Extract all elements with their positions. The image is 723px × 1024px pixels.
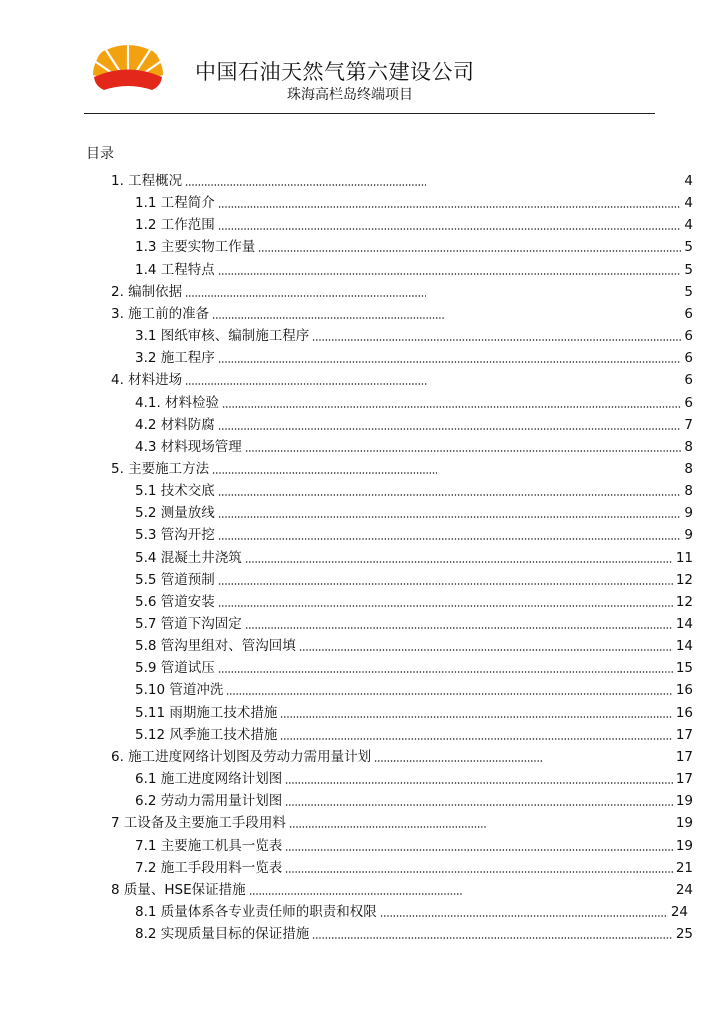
toc-entry[interactable] <box>135 416 693 434</box>
toc-leader-dots <box>245 627 673 629</box>
toc-entry-page: 21 <box>675 860 693 876</box>
toc-entry-page: 5 <box>684 262 693 278</box>
toc-entry-label: 5.2 测量放线 <box>135 505 215 521</box>
toc-entry-page: 12 <box>675 572 693 588</box>
toc-entry[interactable] <box>135 770 693 788</box>
toc-entry-page: 25 <box>675 926 693 942</box>
toc-leader-dots <box>218 206 682 208</box>
toc-entry-label: 5.10 管道冲洗 <box>135 682 224 698</box>
toc-entry-page: 8 <box>684 439 693 455</box>
toc-entry-page: 6 <box>684 372 693 388</box>
toc-entry[interactable] <box>135 438 693 456</box>
toc-entry[interactable] <box>135 349 693 367</box>
toc-entry-page: 19 <box>675 838 693 854</box>
company-name: 中国石油天然气第六建设公司 <box>195 60 475 84</box>
toc-leader-dots <box>185 383 428 385</box>
toc-leader-dots <box>312 937 673 939</box>
toc-entry-page: 16 <box>675 682 693 698</box>
toc-entry[interactable] <box>111 371 693 389</box>
toc-leader-dots <box>285 849 673 851</box>
toc-entry-label: 8.1 质量体系各专业责任师的职责和权限 <box>135 904 377 920</box>
toc-leader-dots <box>218 605 673 607</box>
toc-leader-dots <box>289 826 487 828</box>
toc-entry-page: 5 <box>684 284 693 300</box>
toc-entry-page: 17 <box>675 727 693 743</box>
toc-entry[interactable] <box>135 925 693 943</box>
toc-entry-label: 4.1. 材料检验 <box>135 395 220 411</box>
toc-entry-page: 5 <box>684 239 693 255</box>
toc-entry-page: 4 <box>684 217 693 233</box>
toc-entry[interactable] <box>135 482 693 500</box>
toc-entry-label: 6. 施工进度网络计划图及劳动力需用量计划 <box>111 749 372 765</box>
toc-entry-label: 6.2 劳动力需用量计划图 <box>135 793 283 809</box>
toc-entry-page: 4 <box>684 173 693 189</box>
toc-entry-page: 4 <box>684 195 693 211</box>
toc-leader-dots <box>249 893 463 895</box>
toc-entry[interactable] <box>135 659 693 677</box>
toc-entry[interactable] <box>135 504 693 522</box>
toc-entry-page: 17 <box>675 771 693 787</box>
toc-leader-dots <box>218 538 682 540</box>
toc-entry-label: 5.1 技术交底 <box>135 483 215 499</box>
toc-entry-page: 7 <box>684 417 693 433</box>
toc-entry-label: 3. 施工前的准备 <box>111 306 210 322</box>
toc-entry[interactable] <box>111 172 693 190</box>
toc-leader-dots <box>212 472 437 474</box>
toc-entry[interactable] <box>135 394 693 412</box>
toc-entry-label: 5.9 管道试压 <box>135 660 215 676</box>
toc-title: 目录 <box>86 146 114 162</box>
toc-leader-dots <box>285 804 673 806</box>
toc-entry-label: 5.12 风季施工技术措施 <box>135 727 278 743</box>
toc-entry-page: 19 <box>675 815 693 831</box>
toc-entry[interactable] <box>135 327 693 345</box>
toc-entry-label: 5.8 管沟里组对、管沟回填 <box>135 638 296 654</box>
toc-entry-page: 6 <box>684 395 693 411</box>
toc-entry-label: 7.1 主要施工机具一览表 <box>135 838 283 854</box>
toc-leader-dots <box>312 339 681 341</box>
toc-entry-page: 6 <box>684 306 693 322</box>
toc-leader-dots <box>218 516 682 518</box>
toc-entry-label: 1.2 工作范围 <box>135 217 215 233</box>
toc-leader-dots <box>245 561 673 563</box>
toc-leader-dots <box>258 250 681 252</box>
toc-entry-page: 9 <box>684 527 693 543</box>
toc-entry-label: 5.4 混凝土井浇筑 <box>135 550 242 566</box>
toc-entry-label: 5.3 管沟开挖 <box>135 527 215 543</box>
toc-entry-label: 1.4 工程特点 <box>135 262 215 278</box>
toc-entry-page: 14 <box>675 638 693 654</box>
toc-entry[interactable] <box>135 593 693 611</box>
toc-entry[interactable] <box>135 704 693 722</box>
toc-leader-dots <box>218 273 682 275</box>
toc-entry-page: 6 <box>684 328 693 344</box>
toc-entry-page: 6 <box>684 350 693 366</box>
toc-entry-label: 7 工设备及主要施工手段用料 <box>111 815 286 831</box>
toc-entry[interactable] <box>111 283 693 301</box>
toc-entry-label: 1.1 工程简介 <box>135 195 215 211</box>
toc-entry[interactable] <box>111 305 693 323</box>
toc-leader-dots <box>185 295 426 297</box>
toc-leader-dots <box>280 716 672 718</box>
toc-entry[interactable] <box>111 881 693 899</box>
toc-entry[interactable] <box>135 726 693 744</box>
toc-entry[interactable] <box>111 814 693 832</box>
toc-entry-page: 15 <box>675 660 693 676</box>
project-name: 珠海高栏岛终端项目 <box>287 87 413 103</box>
toc-leader-dots <box>226 693 672 695</box>
toc-entry[interactable] <box>135 792 693 810</box>
toc-entry[interactable] <box>135 859 693 877</box>
toc-leader-dots <box>212 317 444 319</box>
toc-entry[interactable] <box>135 837 693 855</box>
toc-entry-page: 14 <box>675 616 693 632</box>
toc-entry-label: 2. 编制依据 <box>111 284 183 300</box>
toc-leader-dots <box>374 760 542 762</box>
toc-entry-label: 5.7 管道下沟固定 <box>135 616 242 632</box>
toc-entry-label: 8 质量、HSE保证措施 <box>111 882 246 898</box>
toc-entry[interactable] <box>135 194 693 212</box>
toc-entry-label: 5. 主要施工方法 <box>111 461 210 477</box>
toc-entry-label: 5.6 管道安装 <box>135 594 215 610</box>
toc-leader-dots <box>222 406 681 408</box>
toc-entry-page: 24 <box>670 904 688 920</box>
toc-leader-dots <box>380 915 668 917</box>
toc-leader-dots <box>218 583 673 585</box>
toc-entry[interactable] <box>135 903 688 921</box>
toc-leader-dots <box>245 450 682 452</box>
toc-entry-label: 6.1 施工进度网络计划图 <box>135 771 283 787</box>
toc-entry-page: 8 <box>684 483 693 499</box>
toc-leader-dots <box>299 649 673 651</box>
toc-entry-page: 17 <box>675 749 693 765</box>
toc-leader-dots <box>218 361 682 363</box>
toc-entry-label: 5.11 雨期施工技术措施 <box>135 705 278 721</box>
toc-entry[interactable] <box>135 526 693 544</box>
toc-entry-page: 24 <box>675 882 693 898</box>
toc-entry-page: 19 <box>675 793 693 809</box>
toc-entry-page: 9 <box>684 505 693 521</box>
toc-leader-dots <box>285 871 673 873</box>
toc-entry-label: 1.3 主要实物工作量 <box>135 239 256 255</box>
toc-entry-label: 3.2 施工程序 <box>135 350 215 366</box>
toc-entry[interactable] <box>111 748 693 766</box>
toc-leader-dots <box>218 494 682 496</box>
toc-entry[interactable] <box>135 549 693 567</box>
toc-leader-dots <box>218 428 682 430</box>
toc-entry[interactable] <box>135 615 693 633</box>
toc-entry[interactable] <box>135 238 693 256</box>
toc-leader-dots <box>218 671 673 673</box>
toc-entry[interactable] <box>111 460 693 478</box>
toc-entry-label: 7.2 施工手段用料一览表 <box>135 860 283 876</box>
toc-entry-label: 3.1 图纸审核、编制施工程序 <box>135 328 310 344</box>
toc-entry[interactable] <box>135 261 693 279</box>
toc-leader-dots <box>218 228 682 230</box>
toc-entry-label: 5.5 管道预制 <box>135 572 215 588</box>
toc-leader-dots <box>280 738 672 740</box>
toc-entry-page: 11 <box>675 550 693 566</box>
toc-entry-label: 4.3 材料现场管理 <box>135 439 242 455</box>
toc-entry-label: 8.2 实现质量目标的保证措施 <box>135 926 310 942</box>
toc-entry-page: 12 <box>675 594 693 610</box>
toc-entry[interactable] <box>135 681 693 699</box>
toc-entry[interactable] <box>135 216 693 234</box>
toc-entry[interactable] <box>135 637 693 655</box>
toc-entry-label: 4. 材料进场 <box>111 372 183 388</box>
toc-entry[interactable] <box>135 571 693 589</box>
toc-entry-label: 4.2 材料防腐 <box>135 417 215 433</box>
toc-entry-label: 1. 工程概况 <box>111 173 183 189</box>
toc-leader-dots <box>285 782 673 784</box>
toc-leader-dots <box>185 184 426 186</box>
toc-entry-page: 16 <box>675 705 693 721</box>
toc-entry-page: 8 <box>684 461 693 477</box>
